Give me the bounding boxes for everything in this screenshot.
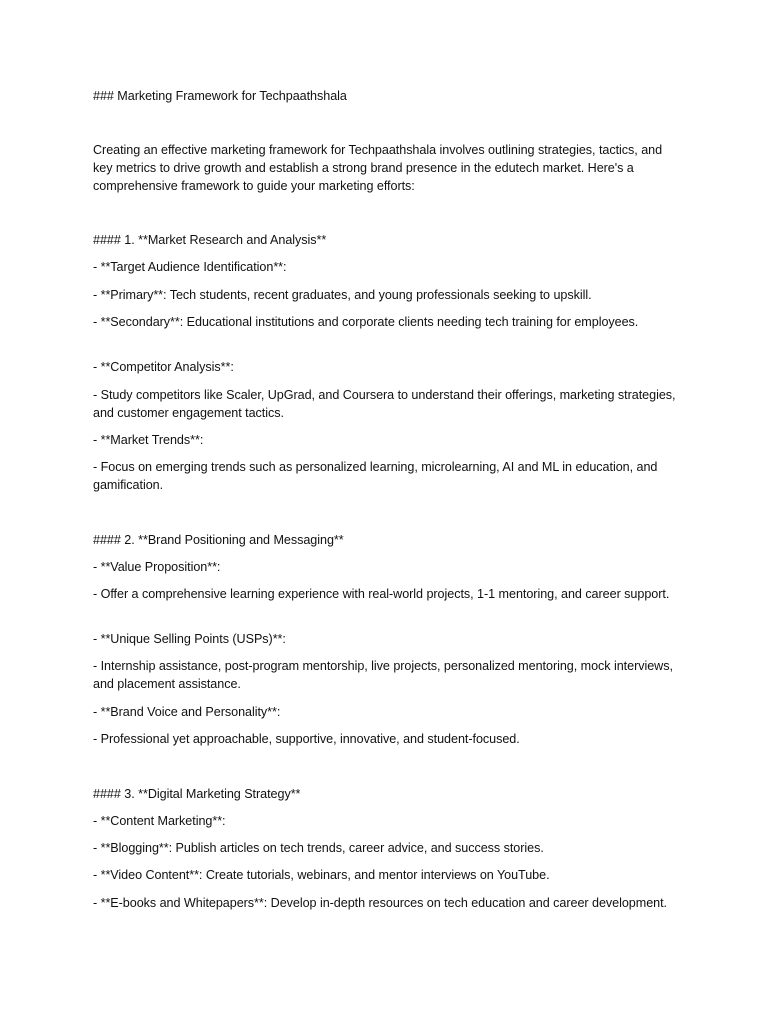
list-item: - Study competitors like Scaler, UpGrad, and Coursera to understand their offerings, marketing strategies, and customer engagement tactics. [93, 388, 676, 420]
list-item: - Focus on emerging trends such as personalized learning, microlearning, AI and ML in education, and gamification. [93, 460, 658, 492]
list-item: - **Unique Selling Points (USPs)**: [93, 632, 286, 646]
document-title: ### Marketing Framework for Techpaathshala [93, 89, 347, 103]
list-item: - **Blogging**: Publish articles on tech trends, career advice, and success stories. [93, 841, 544, 855]
list-item: - **Primary**: Tech students, recent graduates, and young professionals seeking to upskill. [93, 288, 592, 302]
list-item: - **E-books and Whitepapers**: Develop in-depth resources on tech education and career development. [93, 896, 668, 910]
list-item: - **Secondary**: Educational institutions and corporate clients needing tech training for employees. [93, 315, 639, 329]
list-item: - **Market Trends**: [93, 433, 204, 447]
list-item: - **Content Marketing**: [93, 814, 226, 828]
list-item: - Professional yet approachable, supportive, innovative, and student-focused. [93, 732, 520, 746]
intro-paragraph: Creating an effective marketing framework for Techpaathshala involves outlining strategies, tactics, and key metrics to drive growth and establish a strong brand presence in the edutech market. Here's a comprehensive framework to guide your marketing efforts: [93, 143, 663, 193]
list-item: - **Competitor Analysis**: [93, 360, 234, 374]
list-item: - Offer a comprehensive learning experience with real-world projects, 1-1 mentoring, and career support. [93, 587, 670, 601]
list-item: - **Value Proposition**: [93, 560, 221, 574]
list-item: - Internship assistance, post-program mentorship, live projects, personalized mentoring, mock interviews, and placement assistance. [93, 659, 673, 691]
section-heading-1: #### 1. **Market Research and Analysis** [93, 233, 327, 247]
list-item: - **Target Audience Identification**: [93, 260, 287, 274]
list-item: - **Video Content**: Create tutorials, webinars, and mentor interviews on YouTube. [93, 868, 550, 882]
section-heading-3: #### 3. **Digital Marketing Strategy** [93, 787, 301, 801]
list-item: - **Brand Voice and Personality**: [93, 705, 281, 719]
section-heading-2: #### 2. **Brand Positioning and Messaging** [93, 533, 344, 547]
